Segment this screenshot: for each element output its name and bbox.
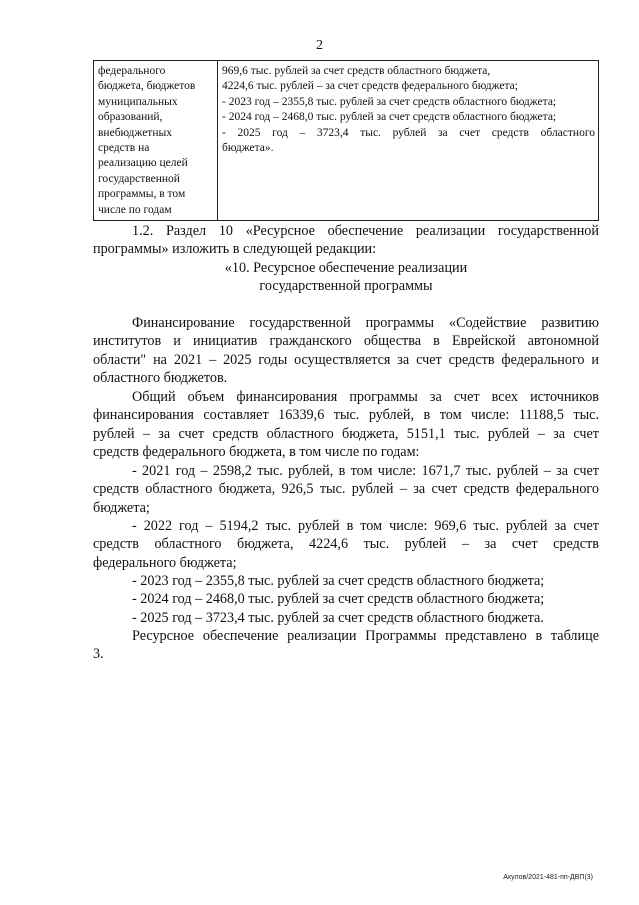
heading-line: государственной программы xyxy=(259,278,433,295)
heading-line: «10. Ресурсное обеспечение реализации xyxy=(224,260,468,276)
table-label-line: государственной xyxy=(98,172,180,185)
paragraph-total xyxy=(93,388,599,462)
page-number: 2 xyxy=(316,38,323,53)
text-line: Финансирование государственной программы «Содействие развитию xyxy=(132,315,599,331)
section-heading xyxy=(93,259,599,296)
text-line: - 2022 год – 5194,2 тыс. рублей в том числе: 969,6 тыс. рублей за счет xyxy=(132,518,599,534)
text-line: средств областного бюджета, 926,5 тыс. рублей – за счет средств федерального xyxy=(93,481,599,498)
table-label-line: средств на xyxy=(98,142,150,155)
table-value-line: - 2025 год – 3723,4 тыс. рублей за счет средств областного xyxy=(222,126,595,139)
table-value-line: бюджета». xyxy=(222,142,274,155)
table-value-line: 4224,6 тыс. рублей – за счет средств федерального бюджета; xyxy=(222,80,518,93)
paragraph-financing xyxy=(93,314,599,388)
table-label-line: числе по годам xyxy=(98,203,172,216)
table-label-cell xyxy=(94,61,218,221)
paragraph-2021 xyxy=(93,462,599,517)
text-line: средств федерального бюджета, в том числе по годам: xyxy=(93,444,420,461)
text-line: средств областного бюджета, 4224,6 тыс. рублей – за счет средств xyxy=(93,536,599,553)
table-label-line: муниципальных xyxy=(98,95,178,108)
text-line: областного бюджетов. xyxy=(93,370,228,387)
table-row xyxy=(94,61,599,221)
text-line: - 2023 год – 2355,8 тыс. рублей за счет средств областного бюджета; xyxy=(132,573,545,589)
table-value-line: - 2023 год – 2355,8 тыс. рублей за счет средств областного бюджета; xyxy=(222,95,557,108)
text-line: институтов и инициатив гражданского общества в Еврейской автономной xyxy=(93,333,599,350)
text-line: области" на 2021 – 2025 годы осуществляется за счет средств федерального и xyxy=(93,351,599,368)
table-label-line: программы, в том xyxy=(98,188,186,201)
financing-table xyxy=(93,60,599,221)
table-label-line: бюджета, бюджетов xyxy=(98,80,196,93)
table-value-cell xyxy=(218,61,599,221)
text-line: федерального бюджета; xyxy=(93,554,237,571)
table-label-line: внебюджетных xyxy=(98,126,172,139)
paragraph-2022 xyxy=(93,517,599,572)
text-line: - 2025 год – 3723,4 тыс. рублей за счет средств областного бюджета. xyxy=(132,609,544,626)
table-value-line: - 2024 год – 2468,0 тыс. рублей за счет средств областного бюджета; xyxy=(222,111,557,124)
table-value-line: 969,6 тыс. рублей за счет средств областного бюджета, xyxy=(222,65,491,77)
document-code: Акулов/2021-481-пп-ДВП(3) xyxy=(503,874,593,881)
text-line: Ресурсное обеспечение реализации Программы представлено в таблице xyxy=(132,628,599,644)
text-line: - 2024 год – 2468,0 тыс. рублей за счет средств областного бюджета; xyxy=(132,591,545,608)
text-line: рублей – за счет средств областного бюджета, 5151,1 тыс. рублей – за счет xyxy=(93,425,599,442)
text-line: финансирования составляет 16339,6 тыс. рублей, в том числе: 11188,5 тыс. xyxy=(93,407,599,424)
text-line: - 2021 год – 2598,2 тыс. рублей, в том числе: 1671,7 тыс. рублей – за счет xyxy=(132,463,599,479)
text-line: Общий объем финансирования программы за счет всех источников xyxy=(132,389,599,405)
paragraph-2023-2025 xyxy=(93,572,599,627)
text-line: 3. xyxy=(93,646,104,663)
table-label-line: федерального xyxy=(98,65,166,77)
table-label-line: образований, xyxy=(98,111,163,124)
text-line: 1.2. Раздел 10 «Ресурсное обеспечение реализации государственной xyxy=(132,223,599,239)
clause-intro xyxy=(93,222,599,259)
text-line: бюджета; xyxy=(93,499,150,516)
table-label-line: реализацию целей xyxy=(98,157,188,170)
paragraph-closing xyxy=(93,627,599,664)
text-line: программы» изложить в следующей редакции: xyxy=(93,241,377,258)
